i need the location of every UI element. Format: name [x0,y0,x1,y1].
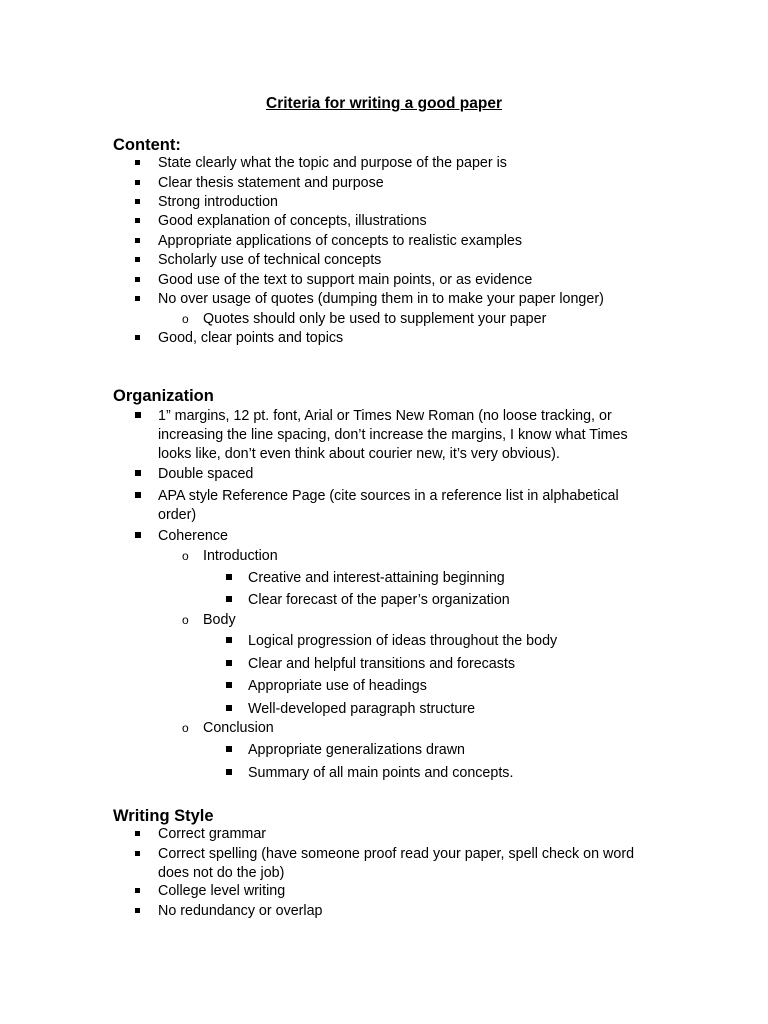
square-bullet-icon [226,569,232,588]
square-bullet-icon [135,232,140,251]
organization-item: 1” margins, 12 pt. font, Arial or Times New Roman (no loose tracking, or increasing the line spacing, don’t increase the margins, I know what Times looks like, don’t even think about courier new, it’s very obvious). [158,408,628,462]
organization-item: Double spaced [158,466,254,482]
square-bullet-icon [135,882,140,901]
content-item: Strong introduction [158,194,279,210]
writing-style-item: College level writing [158,883,286,899]
coherence-subitem-conclusion: Conclusion [203,720,274,736]
square-bullet-icon [226,700,232,719]
square-bullet-icon [135,527,141,546]
square-bullet-icon [226,655,232,674]
square-bullet-icon [135,329,140,348]
body-item: Clear and helpful transitions and forecasts [248,656,516,672]
square-bullet-icon [226,677,232,696]
content-item: Good use of the text to support main points, or as evidence [158,272,533,288]
document-title: Criteria for writing a good paper [266,95,502,112]
square-bullet-icon [226,591,232,610]
square-bullet-icon [135,212,140,231]
open-circle-bullet-icon: o [182,312,189,326]
content-item: Scholarly use of technical concepts [158,252,382,268]
content-item: Clear thesis statement and purpose [158,175,384,191]
body-item: Appropriate use of headings [248,678,427,694]
square-bullet-icon [135,193,140,212]
square-bullet-icon [226,741,232,760]
square-bullet-icon [135,902,140,921]
square-bullet-icon [135,465,141,484]
coherence-subitem-introduction: Introduction [203,548,278,564]
content-item: Good explanation of concepts, illustrations [158,213,427,229]
square-bullet-icon [135,487,141,506]
organization-item: Coherence [158,528,228,544]
square-bullet-icon [135,825,140,844]
content-item: No over usage of quotes (dumping them in to make your paper longer) [158,291,604,307]
conclusion-item: Summary of all main points and concepts. [248,765,514,781]
open-circle-bullet-icon: o [182,549,189,563]
content-item: Appropriate applications of concepts to realistic examples [158,233,522,249]
square-bullet-icon [135,154,140,173]
writing-style-item: No redundancy or overlap [158,903,323,919]
introduction-item: Creative and interest-attaining beginning [248,570,505,586]
section-heading-content: Content: [113,136,181,154]
coherence-subitem-body: Body [203,612,236,628]
square-bullet-icon [135,251,140,270]
section-heading-writing-style: Writing Style [113,807,214,825]
introduction-item: Clear forecast of the paper’s organization [248,592,510,608]
content-subitem: Quotes should only be used to supplement your paper [203,311,547,327]
square-bullet-icon [226,764,232,783]
open-circle-bullet-icon: o [182,613,189,627]
square-bullet-icon [135,174,140,193]
content-item: State clearly what the topic and purpose of the paper is [158,155,507,171]
body-item: Logical progression of ideas throughout the body [248,633,558,649]
open-circle-bullet-icon: o [182,721,189,735]
square-bullet-icon [135,290,140,309]
square-bullet-icon [135,271,140,290]
section-heading-organization: Organization [113,387,214,405]
writing-style-item: Correct grammar [158,826,267,842]
square-bullet-icon [135,845,140,864]
writing-style-item: Correct spelling (have someone proof read your paper, spell check on word does not do the job) [158,846,635,881]
conclusion-item: Appropriate generalizations drawn [248,742,465,758]
body-item: Well-developed paragraph structure [248,701,476,717]
organization-item: APA style Reference Page (cite sources in a reference list in alphabetical order) [158,488,619,523]
square-bullet-icon [135,407,141,426]
square-bullet-icon [226,632,232,651]
content-item: Good, clear points and topics [158,330,344,346]
